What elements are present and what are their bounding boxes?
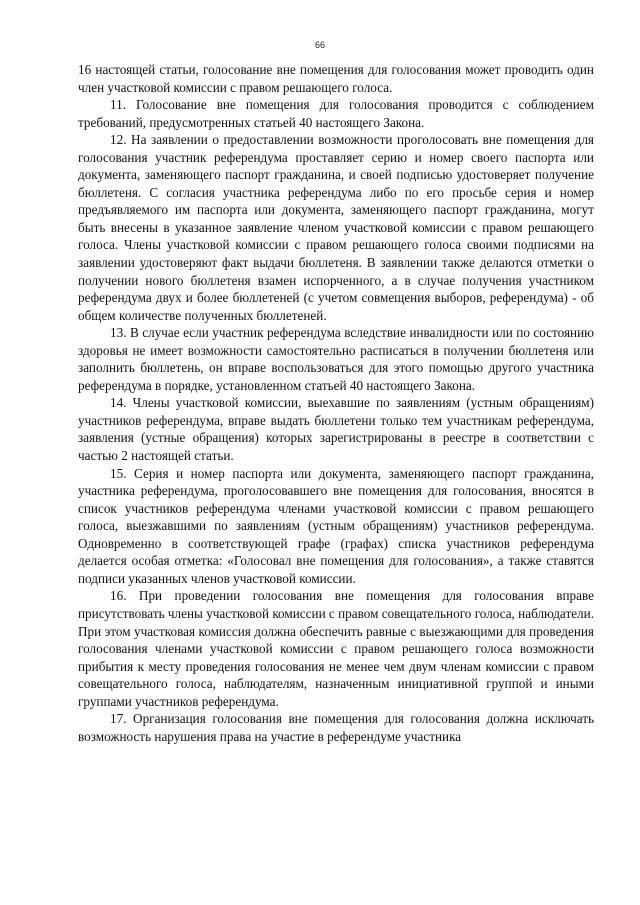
paragraph-16: 16. При проведении голосования вне помещения для голосования вправе присутствовать члены участковой комиссии с правом совещательного голоса, наблюдатели. При этом участковая комиссия должна обеспечить равные с выезжающими для проведения голосования членами участковой комиссии с правом решающего голоса возможности прибытия к месту проведения голосования не менее чем двум членам комиссии с правом совещательного голоса, наблюдателям, назначенным инициативной группой и иными группами участников референдума.	[78, 588, 594, 709]
page-number: 66	[314, 40, 325, 50]
paragraph-13: 13. В случае если участник референдума вследствие инвалидности или по состоянию здоровья не имеет возможности самостоятельно расписаться в получении бюллетеня или заполнить бюллетень, он вправе воспользоваться для этого помощью другого участника референдума в порядке, установленном статьей 40 настоящего Закона.	[78, 325, 594, 393]
paragraph-14: 14. Члены участковой комиссии, выехавшие по заявлениям (устным обращениям) участников референдума, вправе выдать бюллетени только тем участникам референдума, заявления (устные обращения) которых зарегистрированы в реестре в соответствии с частью 2 настоящей статьи.	[78, 395, 594, 464]
document-body	[78, 61, 594, 745]
paragraph-11: 11. Голосование вне помещения для голосования проводится с соблюдением требований, предусмотренных статьей 40 настоящего Закона.	[78, 97, 594, 130]
paragraph-continued: 16 настоящей статьи, голосование вне помещения для голосования может проводить один член участковой комиссии с правом решающего голоса.	[78, 62, 594, 95]
paragraph-17: 17. Организация голосования вне помещения для голосования должна исключать возможность нарушения права на участие в референдуме участника	[78, 711, 594, 744]
paragraph-15: 15. Серия и номер паспорта или документа, заменяющего паспорт гражданина, участника референдума, проголосовавшего вне помещения для голосования, вносятся в список участников референдума членами участковой комиссии с правом решающего голоса, выезжавшими по заявлениям (устным обращениям) участников референдума. Одновременно в соответствующей графе (графах) списка участников референдума делается особая отметка: «Голосовал вне помещения для голосования», а также ставятся подписи указанных членов участковой комиссии.	[78, 465, 594, 586]
paragraph-12: 12. На заявлении о предоставлении возможности проголосовать вне помещения для голосования участник референдума проставляет серию и номер своего паспорта или документа, заменяющего паспорт гражданина, и своей подписью удостоверяет получение бюллетеня. С согласия участника референдума либо по его просьбе серия и номер предъявляемого им паспорта или документа, заменяющего паспорт гражданина, могут быть внесены в указанное заявление членом участковой комиссии с правом решающего голоса. Члены участковой комиссии с правом решающего голоса своими подписями на заявлении удостоверяют факт выдачи бюллетеня. В заявлении также делаются отметки о получении нового бюллетеня взамен испорченного, а в случае получения участником референдума двух и более бюллетеней (с учетом совмещения выборов, референдума) - об общем количестве полученных бюллетеней.	[78, 132, 594, 323]
